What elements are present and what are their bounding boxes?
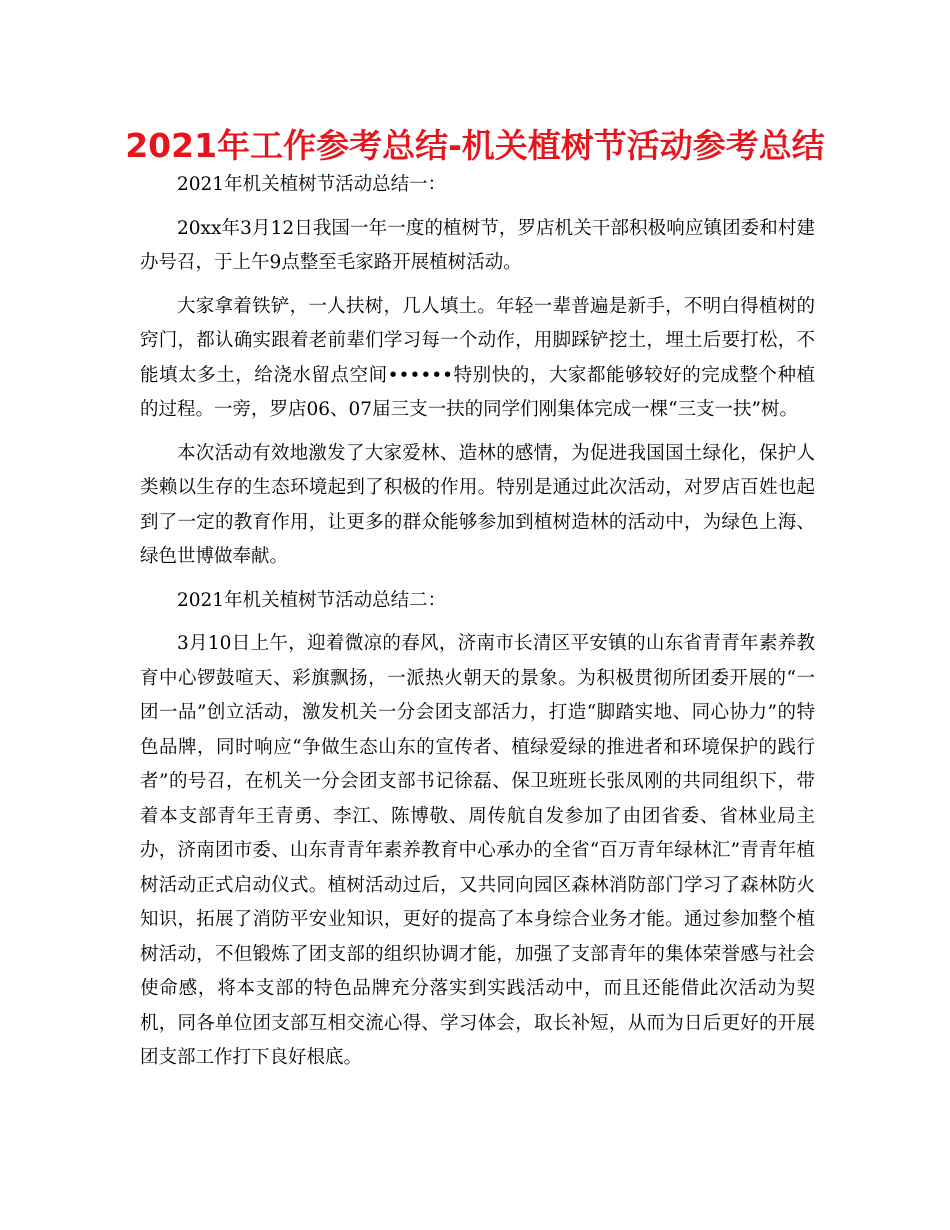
heading-summary-two: 2021年机关植树节活动总结二： [177, 589, 447, 611]
paragraph: 20xx年3月12日我国一年一度的植树节，罗店机关干部积极响应镇团委和村建办号召，于上午9点整至毛家路开展植树活动。 [140, 217, 815, 273]
paragraph: 本次活动有效地激发了大家爱林、造林的感情，为促进我国国土绿化，保护人类赖以生存的生态环境起到了积极的作用。特别是通过此次活动，对罗店百姓也起到了一定的教育作用，让更多的群众能够参加到植树造林的活动中，为绿色上海、绿色世博做奉献。 [140, 442, 815, 567]
paragraph: 3月10日上午，迎着微凉的春风，济南市长清区平安镇的山东省青青年素养教育中心锣鼓喧天、彩旗飘扬，一派热火朝天的景象。为积极贯彻所团委开展的“一团一品”创立活动，激发机关一分会团支部活力，打造“脚踏实地、同心协力”的特色品牌，同时响应“争做生态山东的宣传者、植绿爱绿的推进者和环境保护的践行者”的号召，在机关一分会团支部书记徐磊、保卫班班长张凤刚的共同组织下，带着本支部青年王青勇、李江、陈博敬、周传航自发参加了由团省委、省林业局主办，济南团市委、山东青青年素养教育中心承办的全省“百万青年绿林汇”青青年植树活动正式启动仪式。植树活动过后，又共同向园区森林消防部门学习了森林防火知识，拓展了消防平安业知识，更好的提高了本身综合业务才能。通过参加整个植树活动，不但锻炼了团支部的组织协调才能，加强了支部青年的集体荣誉感与社会使命感，将本支部的特色品牌充分落实到实践活动中，而且还能借此次活动为契机，同各单位团支部互相交流心得、学习体会，取长补短，从而为日后更好的开展团支部工作打下良好根底。 [140, 633, 815, 1068]
paragraph: 大家拿着铁铲，一人扶树，几人填土。年轻一辈普遍是新手，不明白得植树的窍门，都认确实跟着老前辈们学习每一个动作，用脚踩铲挖土，埋土后要打松，不能填太多土，给浇水留点空间••••••特别快的，大家都能够较好的完成整个种植的过程。一旁，罗店06、07届三支一扶的同学们刚集体完成一棵“三支一扶”树。 [140, 295, 815, 420]
document-body [140, 168, 815, 1085]
heading-summary-one: 2021年机关植树节活动总结一： [177, 174, 447, 195]
document-title: 2021年工作参考总结-机关植树节活动参考总结 [125, 126, 825, 165]
